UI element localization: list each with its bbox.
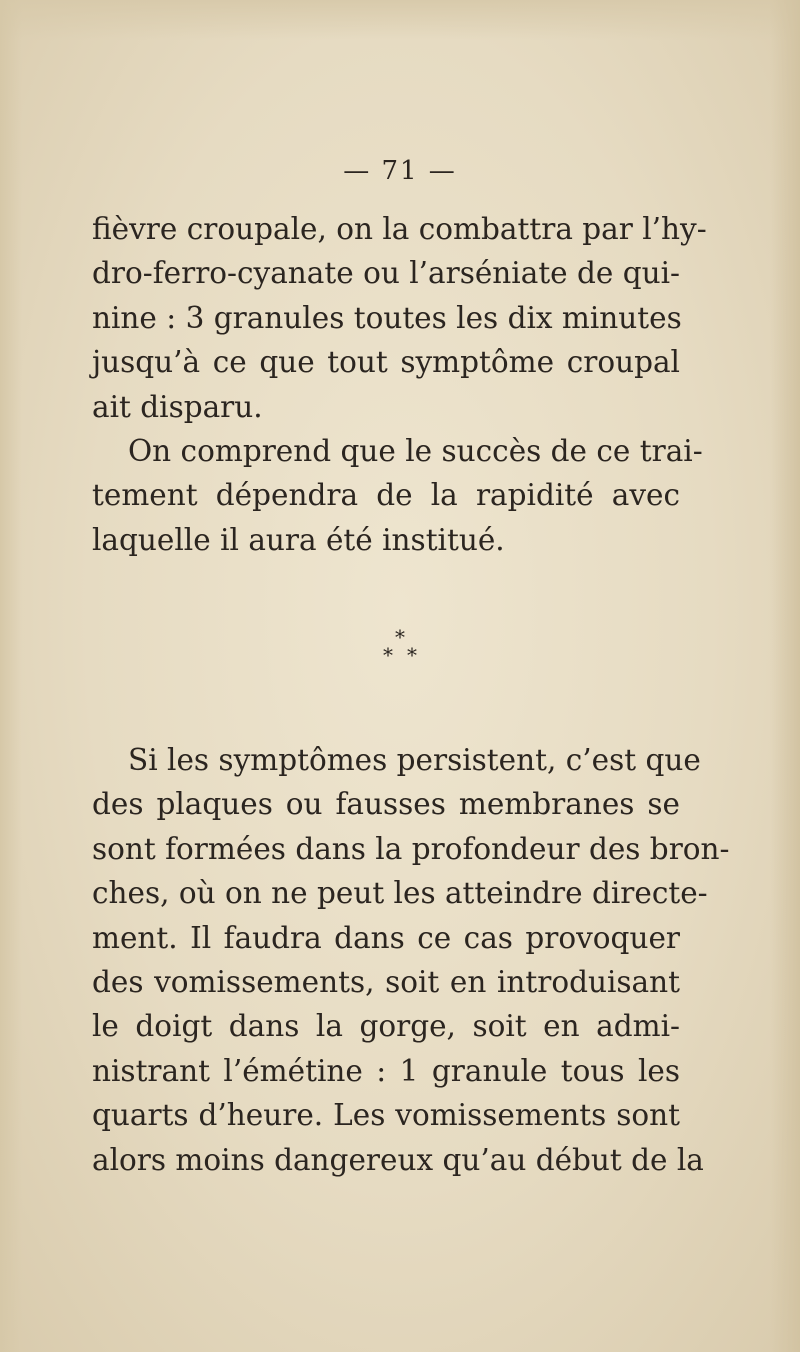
- text-line: des vomissements, soit en introduisant: [92, 964, 680, 999]
- text-line: alors moins dangereux qu’au début de la: [92, 1142, 704, 1177]
- text-line: ches, où on ne peut les atteindre directe-: [92, 876, 708, 911]
- asterism-left-star: *: [383, 643, 393, 667]
- text-line: nine : 3 granules toutes les dix minutes: [92, 300, 682, 335]
- page-edge-shadow-right: [770, 0, 800, 1352]
- text-line: des plaques ou fausses membranes se: [92, 787, 680, 822]
- asterism-top-star: *: [395, 625, 405, 649]
- text-line: ment. Il faudra dans ce cas provoquer: [92, 920, 680, 955]
- text-line: nistrant l’émétine : 1 granule tous les: [92, 1053, 680, 1088]
- page-edge-shadow-left: [0, 0, 22, 1352]
- text-line: jusqu’à ce que tout symptôme croupal: [92, 345, 680, 380]
- text-line: quarts d’heure. Les vomissements sont: [92, 1098, 680, 1133]
- text-line: fièvre croupale, on la combattra par l’hy-: [92, 212, 707, 246]
- text-line: Si les symptômes persistent, c’est que: [128, 743, 701, 777]
- text-line: tement dépendra de la rapidité avec: [92, 478, 680, 513]
- text-block-bottom: [92, 738, 730, 1182]
- section-separator-asterism: [0, 625, 800, 667]
- text-line: ait disparu.: [92, 389, 263, 424]
- text-line: laquelle il aura été institué.: [92, 522, 505, 557]
- text-line: sont formées dans la profondeur des bron-: [92, 831, 730, 866]
- text-line: le doigt dans la gorge, soit en admi-: [92, 1009, 680, 1044]
- page-edge-shadow-top: [0, 0, 800, 40]
- text-line: dro-ferro-cyanate ou l’arséniate de qui-: [92, 256, 681, 291]
- text-block-top: [92, 207, 707, 562]
- asterism-bottom-stars: [0, 643, 800, 667]
- text-line: On comprend que le succès de ce trai-: [128, 433, 703, 468]
- page-number: — 71 —: [343, 156, 457, 186]
- asterism-right-star: *: [407, 643, 417, 667]
